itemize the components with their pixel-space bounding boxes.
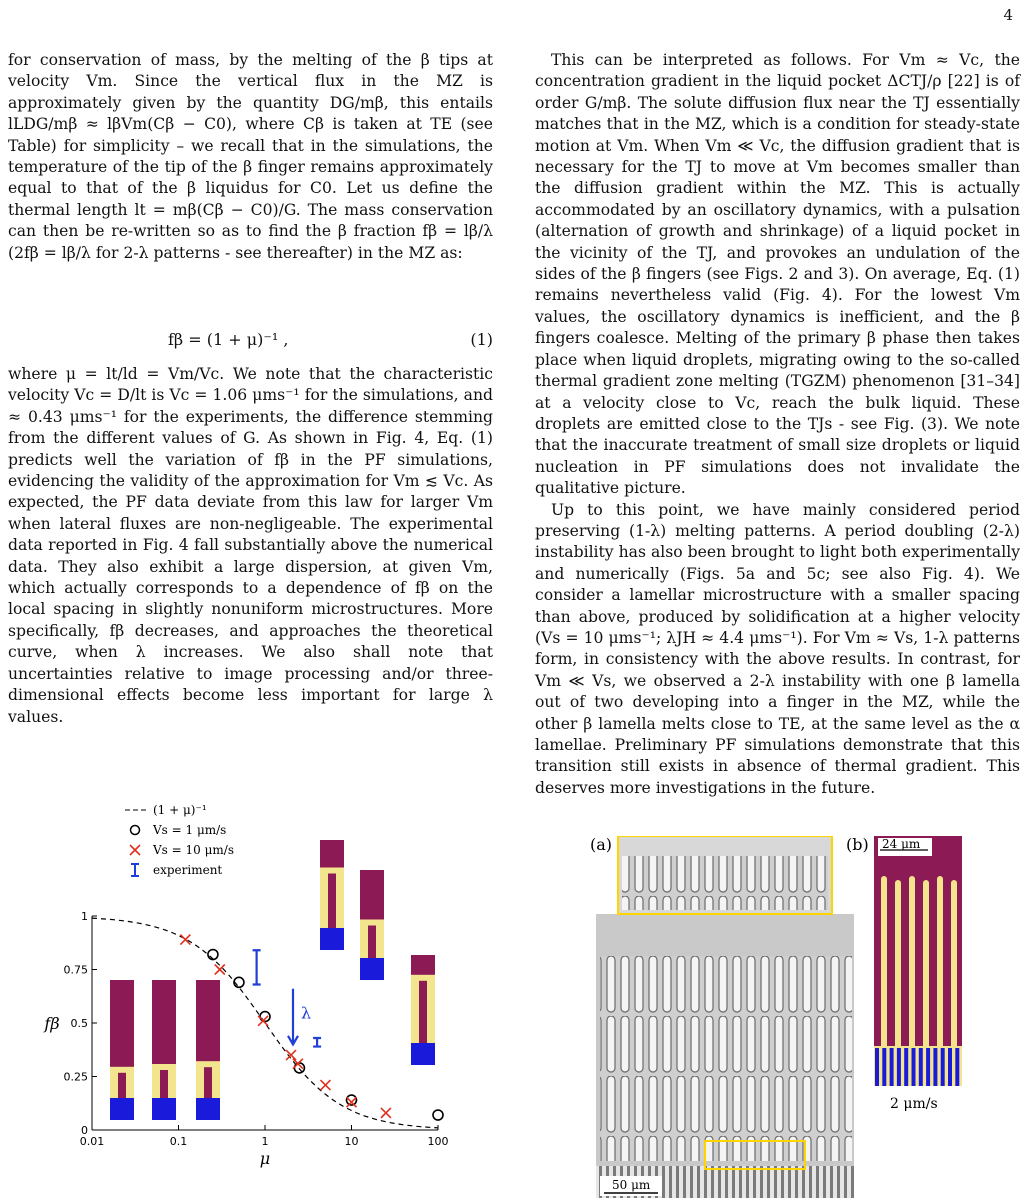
panel-a-micrograph (596, 836, 854, 1198)
solid-lamella (890, 1048, 894, 1086)
solid-lamella (955, 1048, 959, 1086)
page-number: 4 (1003, 6, 1013, 24)
data-point-cross (180, 935, 190, 945)
data-point-circle (208, 950, 218, 960)
y-tick-label: 0.75 (63, 963, 88, 977)
panel-b-simulation (874, 836, 962, 1112)
x-tick-label: 10 (344, 1135, 359, 1148)
solid-lamella (919, 1048, 923, 1086)
y-axis-label: fβ (44, 1014, 60, 1033)
legend-cross-swatch (130, 845, 140, 855)
sim-inset-solid (411, 1043, 435, 1065)
panel-b-label: (b) (846, 836, 869, 854)
velocity-label-b: 2 μm/s (890, 1096, 938, 1112)
x-axis-label: μ (259, 1149, 271, 1168)
scale-bar-b: 24 μm (882, 837, 921, 851)
beta-finger (923, 880, 929, 1055)
sim-inset-solid (196, 1098, 220, 1120)
data-point-errorbar (253, 950, 261, 984)
left-column (8, 50, 493, 264)
sim-inset-solid (152, 1098, 176, 1120)
y-tick-label: 0.25 (63, 1070, 88, 1084)
sim-inset-solid (110, 1098, 134, 1120)
x-tick-label: 0.01 (79, 1135, 105, 1148)
beta-finger (909, 876, 915, 1051)
left-column-continued (8, 364, 493, 728)
sim-inset-liquid (411, 955, 435, 975)
lambda-arrow (288, 989, 298, 1045)
beta-finger (937, 876, 943, 1051)
beta-finger (951, 880, 957, 1055)
y-tick-label: 1 (81, 910, 88, 923)
solid-lamella (948, 1048, 952, 1086)
panel-a-label: (a) (590, 836, 613, 854)
data-point-cross (381, 1108, 391, 1118)
right-paragraph-2: Up to this point, we have mainly considered period preserving (1-λ) melting patterns. A period doubling (2-λ) instability has also been brought to light both experimentally and numerically (Figs. 5a and 5c; see also Fig. 4). We consider a lamellar microstructure with a smaller spacing than above, produced by solidification at a higher velocity (Vs = 10 μms⁻¹; λJH ≈ 4.4 μms⁻¹). For Vm ≈ Vs, 1-λ patterns form, in consistency with the above results. In contrast, for Vm ≪ Vs, we observed a 2-λ instability with one β lamella out of two developing into a finger in the MZ, while the other β lamella melts close to TE, at the same level as the α lamellae. Preliminary PF simulations demonstrate that this transition still exists in absence of thermal gradient. This deserves more investigations in the future. (535, 500, 1020, 797)
sim-inset-solid (320, 928, 344, 950)
solid-lamella (933, 1048, 937, 1086)
sim-inset-liquid (152, 980, 176, 1064)
sim-inset-liquid (110, 980, 134, 1067)
legend-circle-swatch (131, 826, 140, 835)
sim-inset-solid (360, 958, 384, 980)
legend-theory: (1 + μ)⁻¹ (153, 803, 207, 817)
figure-4-chart (30, 790, 470, 1185)
figure-5 (590, 836, 970, 1198)
scale-bar-a: 50 μm (612, 1178, 651, 1192)
solid-lamella (926, 1048, 930, 1086)
solid-lamella (897, 1048, 901, 1086)
equation-number: (1) (470, 330, 493, 349)
solid-lamella (882, 1048, 886, 1086)
legend-experiment: experiment (153, 863, 223, 877)
x-tick-label: 1 (261, 1135, 269, 1148)
solid-lamella (904, 1048, 908, 1086)
sim-inset-liquid (360, 870, 384, 920)
data-point-circle (433, 1110, 443, 1120)
data-point-errorbar (313, 1038, 321, 1047)
legend-vs10: Vs = 10 μm/s (153, 843, 234, 857)
data-point-cross (320, 1080, 330, 1090)
legend-errorbar-swatch (131, 864, 139, 876)
beta-finger (895, 880, 901, 1055)
y-tick-label: 0 (81, 1124, 88, 1137)
solid-lamella (912, 1048, 916, 1086)
lambda-label: λ (301, 1003, 312, 1023)
data-point-circle (347, 1095, 357, 1105)
left-paragraph-2: where μ = lt/ld = Vm/Vc. We note that the characteristic velocity Vc = D/lt is Vc = 1.06 μms⁻¹ for the simulations, and ≈ 0.43 μms⁻¹ for the experiments, the difference stemming from the different values of G. As shown in Fig. 4, Eq. (1) predicts well the variation of fβ in the PF simulations, evidencing the validity of the approximation for Vm ≲ Vc. As expected, the PF data deviate from this law for larger Vm when lateral fluxes are non-negligeable. The experimental data reported in Fig. 4 fall substantially above the numerical data. They also exhibit a large dispersion, at given Vm, which actually corresponds to a dependence of fβ on the local spacing in slightly nonuniform microstructures. More specifically, fβ decreases, and approaches the theoretical curve, when λ increases. We also shall note that uncertainties relative to image processing and/or three-dimensional effects become less important for large λ values. (8, 365, 493, 726)
y-tick-label: 0.5 (70, 1017, 88, 1030)
sim-inset-liquid (320, 840, 344, 868)
x-tick-label: 100 (427, 1135, 449, 1148)
solid-lamella (875, 1048, 879, 1086)
sim-inset-liquid (196, 980, 220, 1061)
equation-body: fβ = (1 + μ)⁻¹ , (168, 330, 289, 349)
right-paragraph-1: This can be interpreted as follows. For Vm ≈ Vc, the concentration gradient in the liquid pocket ΔCTJ/ρ [22] is of order G/mβ. The solute diffusion flux near the TJ essentially matches that in the MZ, which is a condition for steady-state motion at Vm. When Vm ≪ Vc, the diffusion gradient that is necessary for the TJ to move at Vm becomes smaller than the diffusion gradient within the MZ. This is actually accommodated by an oscillatory dynamics, with a pulsation (alternation of growth and shrinkage) of a liquid pocket in the vicinity of the TJ, and provokes an undulation of the sides of the β fingers (see Figs. 2 and 3). On average, Eq. (1) remains nevertheless valid (Fig. 4). For the lowest Vm values, the oscillatory dynamics is inefficient, and the β fingers coalesce. Melting of the primary β phase then takes place when liquid droplets, migrating owing to the so-called thermal gradient zone melting (TGZM) phenomenon [31–34] at a velocity close to Vc, reach the bulk liquid. These droplets are emitted close to the TJs - see Fig. (3). We note that the inaccurate treatment of small size droplets or liquid nucleation in PF simulations does not invalidate the qualitative picture. (535, 51, 1020, 498)
right-column (535, 50, 1020, 799)
legend-vs1: Vs = 1 μm/s (153, 823, 227, 837)
beta-finger (881, 876, 887, 1051)
x-tick-label: 0.1 (169, 1135, 188, 1148)
left-paragraph-1: for conservation of mass, by the melting of the β tips at velocity Vm. Since the vertical flux in the MZ is approximately given by the quantity DG/mβ, this entails lLDG/mβ ≈ lβVm(Cβ − C0), where Cβ is taken at TE (see Table) for simplicity – we recall that in the simulations, the temperature of the tip of the β finger remains approximately equal to that of the β liquidus for C0. Let us define the thermal length lt = mβ(Cβ − C0)/G. The mass conservation can then be re-written so as to find the β fraction fβ = lβ/λ (2fβ = lβ/λ for 2-λ patterns - see thereafter) in the MZ as: (8, 51, 493, 262)
solid-lamella (941, 1048, 945, 1086)
